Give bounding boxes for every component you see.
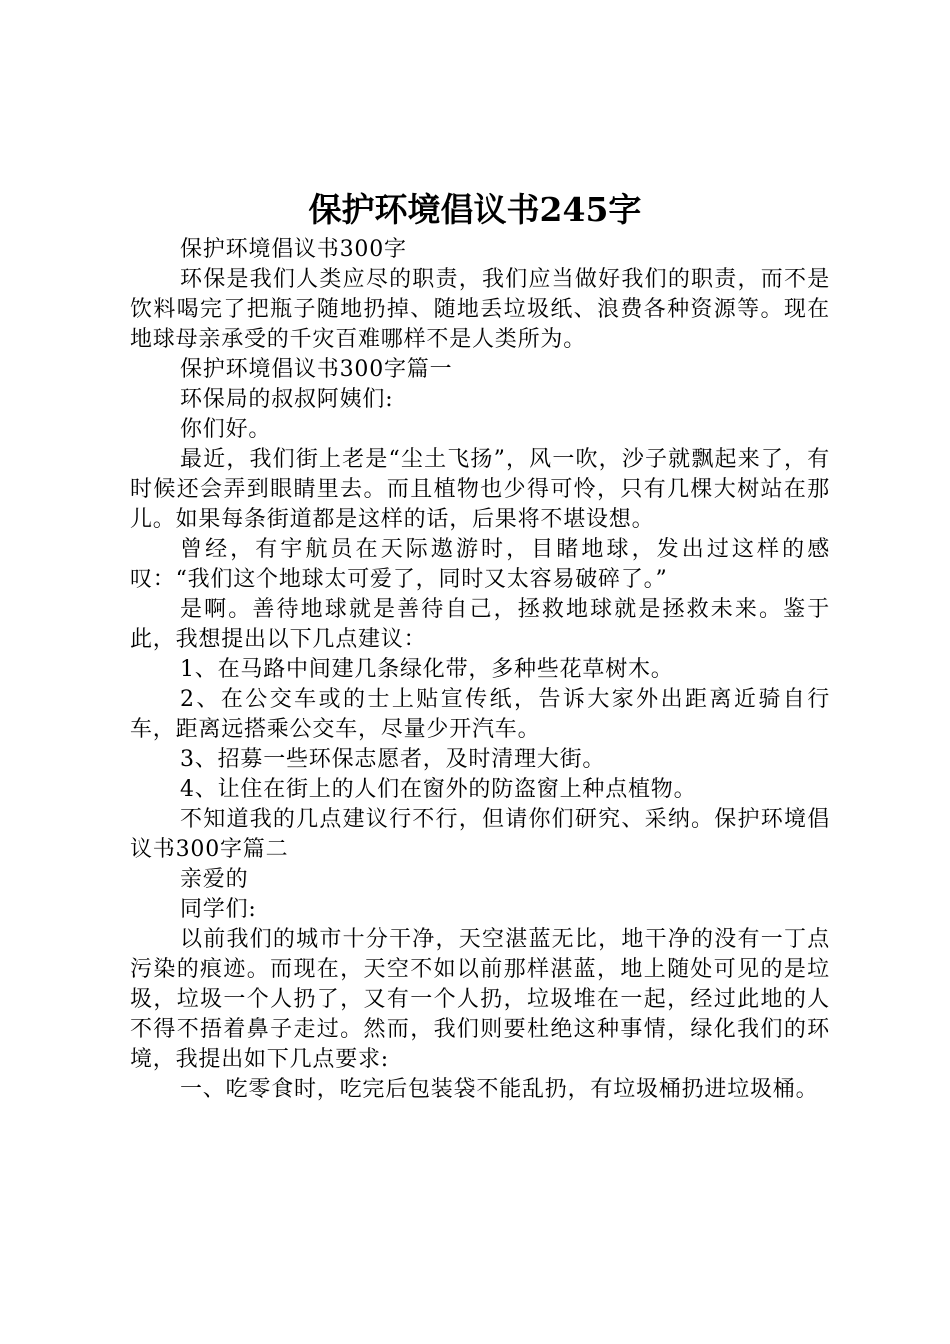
- list-item: 4、让住在街上的人们在窗外的防盗窗上种点植物。: [180, 777, 697, 802]
- paragraph: 一、吃零食时，吃完后包装袋不能乱扔，有垃圾桶扔进垃圾桶。: [180, 1077, 819, 1102]
- document-title: 保护环境倡议书245字: [308, 190, 642, 229]
- list-item: 1、在马路中间建几条绿化带，多种些花草树木。: [180, 657, 674, 682]
- paragraph: 是啊。善待地球就是善待自己，拯救地球就是拯救未来。鉴于此，我想提出以下几点建议：: [130, 597, 830, 652]
- list-item: 3、招募一些环保志愿者，及时清理大街。: [180, 747, 606, 772]
- paragraph: 环保是我们人类应尽的职责，我们应当做好我们的职责，而不是饮料喝完了把瓶子随地扔掉、随地丢垃圾纸、浪费各种资源等。现在地球母亲承受的千灾百难哪样不是人类所为。: [130, 267, 830, 352]
- paragraph: 以前我们的城市十分干净，天空湛蓝无比，地干净的没有一丁点污染的痕迹。而现在，天空不如以前那样湛蓝，地上随处可见的是垃圾，垃圾一个人扔了，又有一个人扔，垃圾堆在一起，经过此地的人不得不捂着鼻子走过。然而，我们则要杜绝这种事情，绿化我们的环境，我提出如下几点要求:: [130, 927, 830, 1072]
- paragraph: 亲爱的: [180, 867, 249, 892]
- paragraph: 你们好。: [180, 417, 272, 442]
- paragraph: 同学们:: [180, 897, 257, 922]
- paragraph: 曾经，有宇航员在天际遨游时，目睹地球，发出过这样的感叹：“我们这个地球太可爱了，同时又太容易破碎了。”: [130, 537, 830, 592]
- paragraph: 保护环境倡议书300字篇一: [180, 357, 453, 382]
- paragraph: 不知道我的几点建议行不行，但请你们研究、采纳。保护环境倡议书300字篇二: [130, 807, 830, 862]
- document-body: [130, 235, 830, 1105]
- paragraph: 保护环境倡议书300字: [180, 237, 407, 262]
- paragraph: 环保局的叔叔阿姨们:: [180, 387, 394, 412]
- list-item: 2、在公交车或的士上贴宣传纸，告诉大家外出距离近骑自行车，距离远搭乘公交车，尽量少开汽车。: [130, 687, 830, 742]
- paragraph: 最近，我们街上老是“尘土飞扬”，风一吹，沙子就飘起来了，有时候还会弄到眼睛里去。而且植物也少得可怜，只有几棵大树站在那儿。如果每条街道都是这样的话，后果将不堪设想。: [130, 447, 830, 532]
